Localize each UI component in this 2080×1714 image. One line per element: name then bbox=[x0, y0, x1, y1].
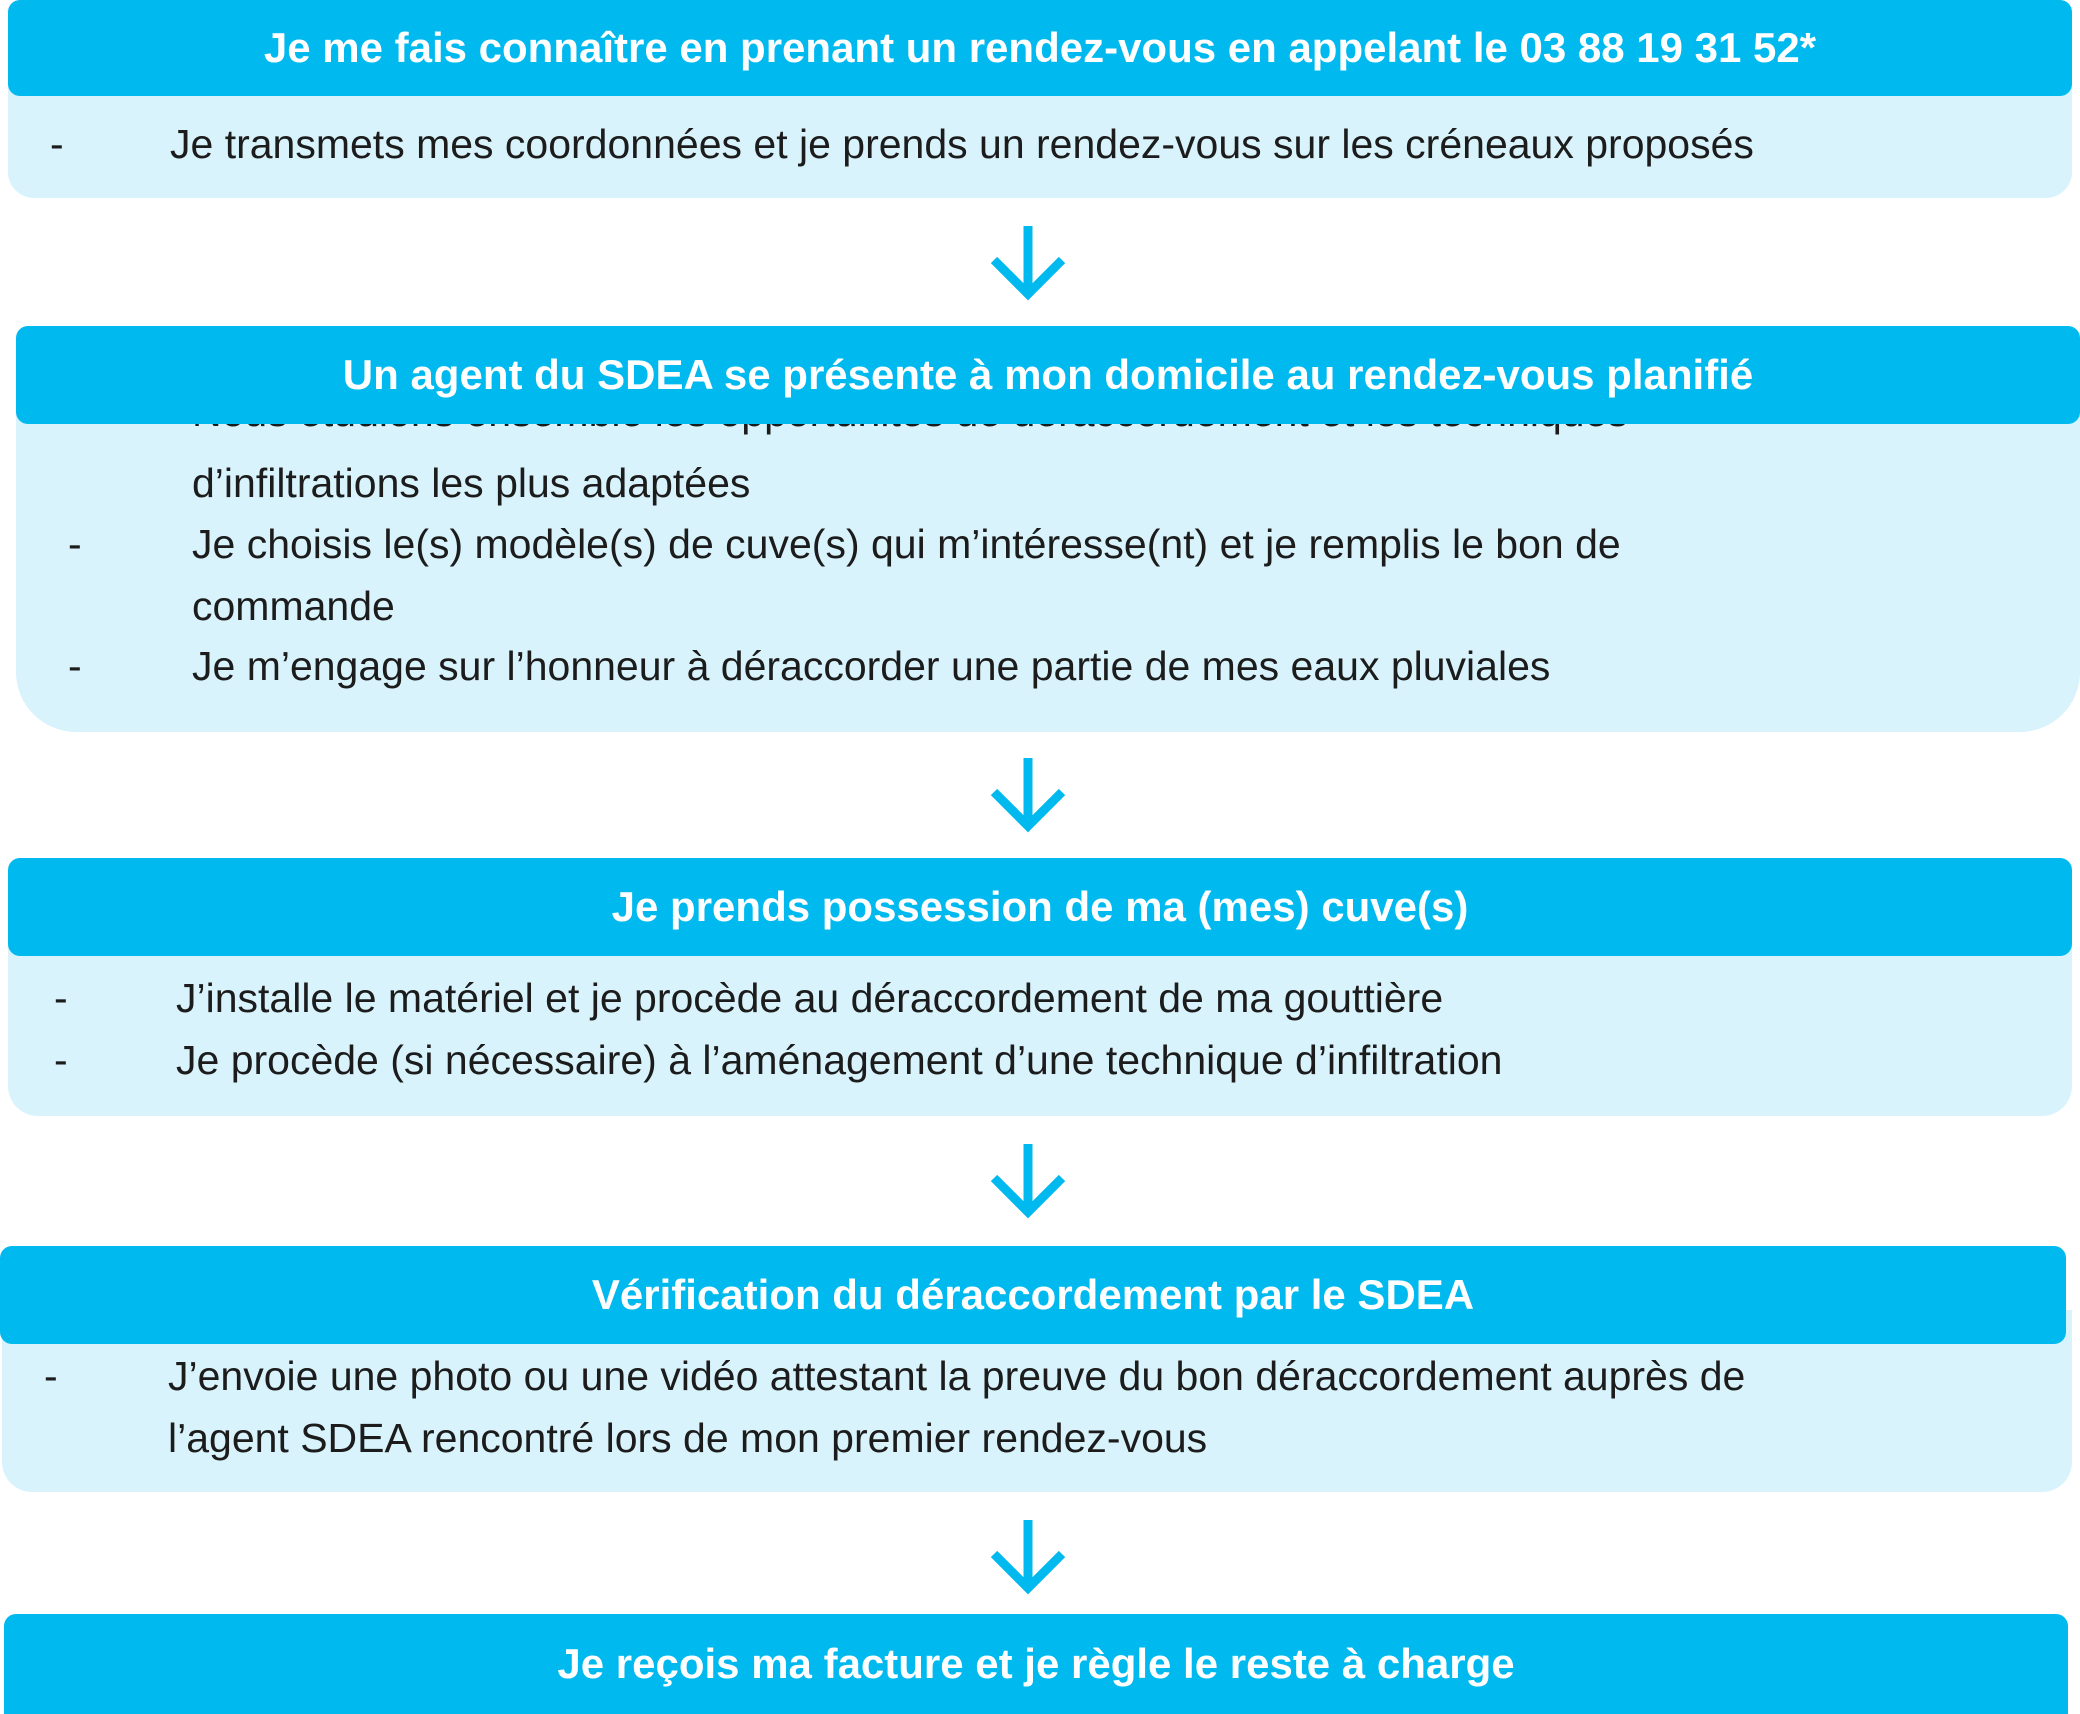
step-3-item-1-bullet: - bbox=[54, 975, 68, 1021]
step-2-item-2-bullet: - bbox=[68, 521, 82, 567]
step-1-header bbox=[8, 0, 2072, 96]
step-2-item-1-line-2: d’infiltrations les plus adaptées bbox=[192, 460, 751, 506]
arrow-down-icon bbox=[986, 1514, 1070, 1598]
step-2-item-2-line-1: Je choisis le(s) modèle(s) de cuve(s) qui m’intéresse(nt) et je remplis le bon de bbox=[192, 521, 1621, 567]
step-4-item-1-bullet: - bbox=[44, 1353, 58, 1399]
arrow-down-icon bbox=[986, 220, 1070, 304]
step-2-item-2-line-2: commande bbox=[192, 583, 395, 629]
step-3-header bbox=[8, 858, 2072, 956]
step-5-header bbox=[4, 1614, 2068, 1714]
step-2-header bbox=[16, 326, 2080, 424]
step-2-item-3-line-1: Je m’engage sur l’honneur à déraccorder une partie de mes eaux pluviales bbox=[192, 643, 1551, 689]
step-3-item-2-bullet: - bbox=[54, 1037, 68, 1083]
arrow-down-icon bbox=[986, 1138, 1070, 1222]
step-3-title: Je prends possession de ma (mes) cuve(s) bbox=[611, 883, 1469, 930]
step-1-item-1-line-1: Je transmets mes coordonnées et je prends un rendez-vous sur les créneaux proposés bbox=[170, 121, 1754, 167]
step-4-header bbox=[0, 1246, 2066, 1344]
step-2-title: Un agent du SDEA se présente à mon domicile au rendez-vous planifié bbox=[342, 351, 1754, 398]
step-4-title: Vérification du déraccordement par le SDEA bbox=[591, 1271, 1475, 1318]
step-2-item-3-bullet: - bbox=[68, 643, 82, 689]
step-5-title: Je reçois ma facture et je règle le reste à charge bbox=[557, 1640, 1515, 1687]
step-3-item-2-line-1: Je procède (si nécessaire) à l’aménagement d’une technique d’infiltration bbox=[176, 1037, 1503, 1083]
step-4-item-1-line-2: l’agent SDEA rencontré lors de mon premier rendez-vous bbox=[168, 1415, 1208, 1461]
step-1-title: Je me fais connaître en prenant un rendez-vous en appelant le 03 88 19 31 52* bbox=[263, 24, 1817, 71]
step-3-item-1-line-1: J’installe le matériel et je procède au déraccordement de ma gouttière bbox=[176, 975, 1444, 1021]
step-1-item-1-bullet: - bbox=[50, 121, 64, 167]
arrow-down-icon bbox=[986, 752, 1070, 836]
step-4-item-1-line-1: J’envoie une photo ou une vidéo attestant la preuve du bon déraccordement auprès de bbox=[168, 1353, 1746, 1399]
